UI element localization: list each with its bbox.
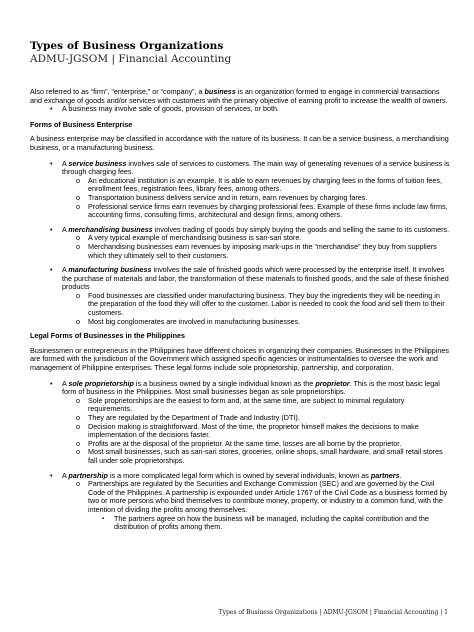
- list-item: • A merchandising business involves trading of goods buy simply buying the goods and selling the same to its customers.: [50, 224, 450, 234]
- term-partners: partners: [370, 470, 400, 480]
- circle-bullet-icon: o: [76, 233, 80, 243]
- term-proprietor: proprietor: [315, 378, 350, 388]
- partnership-block: [30, 472, 450, 532]
- list-item: • A partnership is a more complicated legal form which is owned by several individuals, known as partners.: [50, 470, 402, 480]
- section-heading-forms: Forms of Business Enterprise: [30, 119, 133, 129]
- list-item: • A manufacturing business involves the sale of finished goods which were processed by the enterprise itself. It involves the purchase of materials and labor, the transformation of these materials to finished goods, and the sale of these finished products: [50, 265, 449, 292]
- list-item: • A sole proprietorship is a business owned by a single individual known as the proprietor. This is the most basic legal form of business in the Philippines. Most small businesses began as sole proprietorships.: [50, 378, 440, 397]
- circle-bullet-icon: o: [76, 290, 80, 300]
- bullet-icon: •: [50, 470, 53, 480]
- term-business: business: [204, 87, 236, 96]
- circle-bullet-icon: o: [76, 241, 80, 251]
- forms-paragraph: A business enterprise may be classified in accordance with the nature of its business. It can be a service business, a merchandising business, or a manufacturing business.: [30, 134, 449, 152]
- sub-list-item: o Sole proprietorships are the easiest to form and, at the same time, are subject to minimal regulatory requirements.: [76, 395, 405, 414]
- circle-bullet-icon: o: [76, 175, 80, 185]
- sub-list-item: o A very typical example of merchandising business is sari-sari store.: [76, 233, 302, 243]
- page-footer: Types of Business Organizations | ADMU-JGSOM | Financial Accounting | 1: [218, 609, 448, 616]
- circle-bullet-icon: o: [76, 413, 80, 422]
- term-sole-proprietorship: sole proprietorship: [68, 378, 134, 388]
- document-header: [30, 40, 450, 66]
- bullet-icon: •: [50, 158, 53, 168]
- term-manufacturing-business: manufacturing business: [68, 265, 152, 275]
- sub-list-item: o Profits are at the disposal of the proprietor. At the same time, losses are all borne by the proprietor.: [76, 438, 402, 448]
- square-bullet-icon: ▪: [102, 515, 105, 522]
- circle-bullet-icon: o: [76, 316, 80, 326]
- sub-list-item: o Decision making is straightforward. Most of the time, the proprietor himself makes the decisions to make implementation of the decisions faster.: [76, 421, 419, 440]
- term-partnership: partnership: [68, 470, 108, 480]
- circle-bullet-icon: o: [76, 447, 80, 457]
- bullet-icon: •: [50, 265, 53, 275]
- circle-bullet-icon: o: [76, 438, 80, 448]
- sub-list-item: o Food businesses are classified under manufacturing business. They buy the ingredients they will be needing in the preparation of the food they will offer to the customer. Labor is needed to cook the food and sell them to their customers.: [76, 290, 445, 318]
- intro-bullet: • A business may involve sale of goods, provision of services, or both.: [50, 104, 279, 114]
- section-heading-legal: Legal Forms of Businesses in the Philippines: [30, 331, 185, 341]
- document-body: [30, 88, 450, 538]
- document-subtitle: ADMU-JGSOM | Financial Accounting: [30, 53, 232, 65]
- document-title: Types of Business Organizations: [30, 40, 224, 52]
- sub-list-item: o Partnerships are regulated by the Securities and Exchange Commission (SEC) and are governed by the Civil Code of the Philippines. A partnership is expounded under Article 1767 of the Civil Code as a business formed by two or more persons who bind themselves to contribute money, property, or industry to a common fund, with the intention of dividing the profits among themselves.: [76, 479, 448, 514]
- sub-list-item: o An educational institution is an example. It is able to earn revenues by charging fees in the forms of tuition fees, enrollment fees, registration fees, library fees, among others.: [76, 175, 442, 194]
- sub-sub-list-item: ▪ The partners agree on how the business will be managed, including the capital contribution and the distribution of profits among them.: [102, 513, 429, 532]
- term-merchandising-business: merchandising business: [68, 224, 153, 234]
- sub-list-item: o Most big conglomerates are involved in manufacturing businesses.: [76, 316, 301, 326]
- legal-paragraph: Businessmen or entrepreneurs in the Philippines have different choices in organizing their companies. Businesses in the Philippines are formed with the jurisdiction of the Government which assigned specific agencies or instrumentalities to oversee the work and management of Philippine enterprises. These legal forms include sole proprietorship, partnership, and corporation.: [30, 345, 449, 373]
- sole-proprietorship-block: [30, 380, 450, 466]
- circle-bullet-icon: o: [76, 192, 80, 202]
- circle-bullet-icon: o: [76, 201, 80, 211]
- circle-bullet-icon: o: [76, 421, 80, 431]
- sub-list-item: o Merchandising businesses earn revenues by imposing mark-ups in the “merchandise” they buy from suppliers which they ultimately sell to their customers.: [76, 241, 437, 260]
- sub-list-item: o Professional service firms earn revenues by charging professional fees. Example of these firms include law firms, accounting firms, consulting firms, architectural and design firms, among others.: [76, 201, 448, 220]
- bullet-icon: •: [50, 224, 53, 234]
- merchandising-business-block: [30, 226, 450, 260]
- service-business-block: [30, 160, 450, 220]
- bullet-icon: •: [50, 104, 53, 114]
- sub-list-item: o Most small businesses, such as sari-sari stores, groceries, online shops, small hardware, and small retail stores fall under sole proprietorships.: [76, 447, 443, 465]
- bullet-icon: •: [50, 378, 53, 388]
- circle-bullet-icon: o: [76, 479, 80, 489]
- term-service-business: service business: [68, 158, 127, 168]
- intro-paragraph: Also referred to as “firm”, “enterprise,” or “company”, a business is an organization formed to engage in commercial transactions and exchange of goods and/or services with customers with the primary objective of earning profit to increase the wealth of owners.: [30, 87, 448, 105]
- sub-list-item: o They are regulated by the Department of Trade and Industry (DTI).: [76, 413, 300, 422]
- list-item: • A service business involves sale of services to customers. The main way of generating revenues of a service business is through charging fees.: [50, 158, 450, 177]
- circle-bullet-icon: o: [76, 395, 80, 405]
- manufacturing-business-block: [30, 266, 450, 326]
- sub-list-item: o Transportation business delivers service and in return, earn revenues by charging fares.: [76, 192, 368, 202]
